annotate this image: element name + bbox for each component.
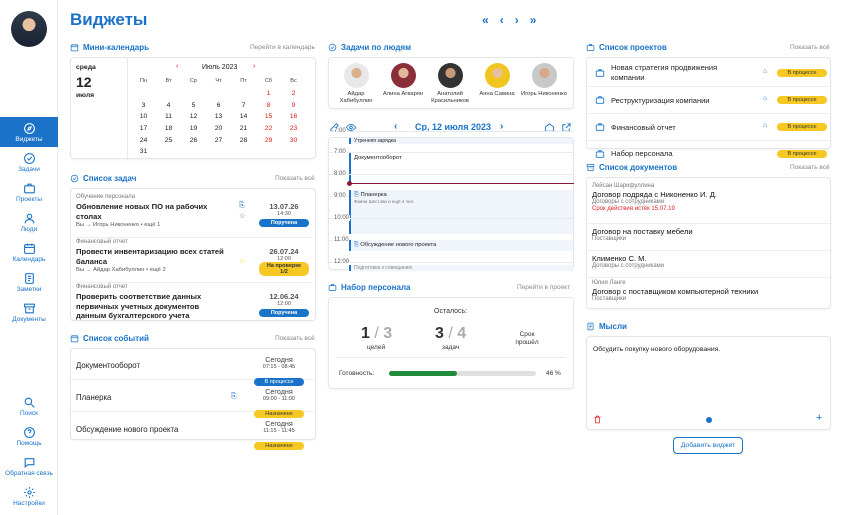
- status-badge: Назначено: [254, 442, 304, 450]
- last-page-button[interactable]: »: [529, 13, 537, 27]
- star-icon[interactable]: ☆: [239, 213, 246, 220]
- person-avatar: [438, 63, 463, 88]
- check-circle-icon: [70, 174, 79, 183]
- person-item[interactable]: Игорь Никоненко: [521, 63, 567, 98]
- add-thought-button[interactable]: +: [816, 412, 823, 424]
- documents-show-all-link[interactable]: Показать всё: [790, 164, 830, 171]
- task-time: 12:00: [277, 301, 291, 307]
- events-show-all-link[interactable]: Показать всё: [275, 335, 315, 342]
- note-icon: [586, 322, 595, 331]
- person-item[interactable]: Анна Савина: [474, 63, 520, 98]
- note-icon: [23, 272, 36, 285]
- person-icon: [23, 212, 36, 225]
- calendar-day[interactable]: 25: [164, 136, 173, 144]
- calendar-day[interactable]: 30: [289, 136, 298, 144]
- tag-icon: ⌂: [763, 68, 768, 75]
- divider: [587, 250, 832, 251]
- divider: [587, 223, 832, 224]
- task-item[interactable]: Финансовый отчет Провести инвентаризацию всех статей баланса Вы → Айдар Хабибуллин • ещё 2 ☆ 26.07.24 12:00 На проверке 1/2: [76, 239, 314, 283]
- sidebar-item-settings[interactable]: [0, 481, 58, 511]
- weekday-header: Вс: [290, 78, 297, 84]
- calendar-day: [231, 88, 256, 100]
- sidebar-item-label: Проекты: [15, 195, 43, 203]
- calendar-day[interactable]: 11: [164, 113, 173, 121]
- calendar-day[interactable]: 29: [264, 136, 273, 144]
- weekday-header: Чт: [215, 78, 222, 84]
- sidebar-item-label: Поиск: [19, 409, 38, 417]
- briefcase-icon: [595, 95, 605, 105]
- event-block[interactable]: Утренняя зарядка: [349, 138, 573, 144]
- calendar-day[interactable]: 23: [289, 125, 298, 133]
- briefcase-icon: [595, 122, 605, 132]
- calendar-day[interactable]: 12: [189, 113, 198, 121]
- prev-page-button[interactable]: ‹: [499, 13, 504, 27]
- calendar-day[interactable]: 27: [214, 136, 223, 144]
- status-badge: Поручена: [259, 219, 309, 227]
- check-circle-icon: [23, 152, 36, 165]
- sidebar-item-notes[interactable]: [0, 267, 58, 297]
- person-avatar: [391, 63, 416, 88]
- sidebar-item-projects[interactable]: [0, 177, 58, 207]
- current-time-line: [349, 183, 574, 184]
- trash-icon[interactable]: [593, 415, 602, 424]
- events-card: [70, 348, 316, 449]
- calendar-month-year: Июль 2023: [202, 64, 238, 71]
- calendar-day[interactable]: 7: [241, 101, 246, 109]
- calendar-day[interactable]: 17: [139, 125, 148, 133]
- thoughts-card: [586, 336, 831, 430]
- calendar-day[interactable]: 21: [239, 125, 248, 133]
- remaining-label: Осталось:: [434, 308, 468, 315]
- hour-slot: 11:00: [329, 240, 574, 241]
- calendar-day[interactable]: 2: [291, 90, 296, 98]
- hour-slot: 10:00: [329, 218, 574, 219]
- calendar-day: [281, 146, 306, 158]
- add-widget-button[interactable]: Добавить виджет: [673, 437, 743, 454]
- calendar-day[interactable]: 22: [264, 125, 273, 133]
- calendar-day[interactable]: 13: [214, 113, 223, 121]
- hour-slot: 7:00: [329, 131, 574, 132]
- event-block[interactable]: ⎘ Обсуждение нового проекта: [349, 240, 573, 251]
- calendar-day: [206, 146, 231, 158]
- tasks-counter: 3 / 4: [435, 325, 467, 342]
- sidebar-item-label: Настройки: [13, 499, 45, 507]
- document-item[interactable]: Лейсан Шарифуллина Договор подряда с Никоненко И. Д. Договоры с сотрудниками Срок действия истёк 15.07.19: [592, 183, 717, 212]
- event-block[interactable]: ⎘ Планерка Фаина Шестова и ещё 4 чел.: [349, 190, 573, 234]
- progress-fill: [389, 371, 457, 376]
- briefcase-icon: [586, 43, 595, 52]
- documents-title: Список документов: [586, 163, 677, 172]
- calendar-day[interactable]: 15: [264, 113, 273, 121]
- progress-track: [389, 371, 536, 376]
- archive-icon: [586, 163, 595, 172]
- document-item[interactable]: Договор на поставку мебели Поставщики: [592, 227, 693, 242]
- task-date: 12.06.24: [269, 292, 299, 301]
- calendar-grid: [131, 74, 306, 158]
- project-item[interactable]: Набор персонала В процессе: [587, 141, 832, 168]
- calendar-day[interactable]: 24: [139, 136, 148, 144]
- thought-text[interactable]: Обсудить покупку нового оборудования.: [593, 346, 721, 353]
- calendar-day: [256, 146, 281, 158]
- people-card: [328, 57, 574, 109]
- goals-label: целей: [367, 344, 386, 351]
- archive-icon: [23, 302, 36, 315]
- project-item[interactable]: Финансовый отчет ⌂ В процессе: [587, 114, 832, 141]
- compass-icon: [23, 122, 36, 135]
- go-to-project-link[interactable]: Перейти в проект: [517, 284, 571, 291]
- weekday-header: Вт: [165, 78, 172, 84]
- page-pager: [482, 13, 536, 27]
- sidebar-item-label: Заметки: [16, 285, 42, 293]
- task-date: 13.07.26: [269, 202, 299, 211]
- person-item[interactable]: Айдар Хабибуллин: [333, 63, 379, 105]
- calendar-day[interactable]: 28: [239, 136, 248, 144]
- person-avatar: [485, 63, 510, 88]
- link-icon: ⎘: [354, 242, 359, 248]
- day-prev-button[interactable]: ‹: [394, 121, 398, 132]
- tasks-show-all-link[interactable]: Показать всё: [275, 175, 315, 182]
- briefcase-icon: [328, 283, 337, 292]
- first-page-button[interactable]: «: [482, 13, 489, 27]
- calendar-day[interactable]: 26: [189, 136, 198, 144]
- page-dot[interactable]: [706, 417, 712, 423]
- weekday-header: Пн: [140, 78, 147, 84]
- day-calendar-toolbar: [328, 121, 574, 137]
- tasks-title: Список задач: [70, 174, 136, 183]
- progress-value: 46 %: [546, 370, 561, 377]
- day-calendar-date: Ср, 12 июля 2023: [415, 122, 491, 132]
- calendar-icon: [70, 334, 79, 343]
- weekday-header: Сб: [264, 78, 273, 84]
- calendar-day[interactable]: 18: [164, 125, 173, 133]
- divider: [337, 357, 566, 358]
- recruiting-title: Набор персонала: [328, 283, 410, 292]
- deadline-label: Срок прошёл: [515, 331, 539, 346]
- hour-slot: 8:00: [329, 174, 574, 175]
- events-title: Список событий: [70, 334, 149, 343]
- sidebar-item-calendar[interactable]: [0, 237, 58, 267]
- progress-label: Готовность:: [339, 370, 375, 377]
- event-item[interactable]: Планерка ⎘ Сегодня 09:00 - 11:00 Назначено: [71, 384, 316, 412]
- month-prev-button[interactable]: ‹: [176, 63, 179, 70]
- calendar-day[interactable]: 10: [139, 113, 148, 121]
- task-item[interactable]: Обучение персонала Обновление новых ПО на рабочих столах Вы → Игорь Никоненко • ещё 1 ⎘ ☆ 13.07.26 14:30 Поручена: [76, 194, 314, 238]
- goals-counter: 1 / 3: [361, 325, 393, 342]
- event-block[interactable]: Подготовка к совещанию: [349, 265, 573, 271]
- weekday-label: среда: [76, 64, 96, 71]
- calendar-day[interactable]: 16: [289, 113, 298, 121]
- calendar-day: [181, 146, 206, 158]
- page-title: Виджеты: [70, 10, 148, 29]
- check-circle-icon: [328, 43, 337, 52]
- status-badge: В процессе: [254, 378, 304, 386]
- task-time: 14:30: [277, 211, 291, 217]
- briefcase-icon: [595, 149, 605, 159]
- recruiting-card: [328, 297, 574, 389]
- hour-slot: 7:00: [329, 152, 574, 153]
- status-badge: В процессе: [777, 96, 827, 104]
- sidebar-item-label: Помощь: [16, 439, 42, 447]
- briefcase-icon: [23, 182, 36, 195]
- event-item[interactable]: Обсуждение нового проекта Сегодня 11:15 - 11:45 Назначено: [71, 416, 316, 444]
- documents-card: [586, 177, 831, 309]
- gear-icon: [23, 486, 36, 499]
- calendar-day[interactable]: 20: [214, 125, 223, 133]
- calendar-day[interactable]: 14: [239, 113, 248, 121]
- current-time-dot: [347, 181, 352, 186]
- calendar-day[interactable]: 6: [216, 101, 221, 109]
- hour-slot: 12:00: [329, 262, 574, 263]
- day-calendar-card: [328, 128, 574, 271]
- sidebar-item-label: Обратная связь: [5, 469, 53, 477]
- sidebar-item-search[interactable]: [0, 391, 58, 421]
- calendar-day: [181, 88, 206, 100]
- calendar-icon: [23, 242, 36, 255]
- status-badge: В процессе: [777, 69, 827, 77]
- chat-icon: [23, 456, 36, 469]
- project-item[interactable]: Новая стратегия продвижения компании ⌂ В процессе: [587, 60, 832, 87]
- calendar-day[interactable]: 19: [189, 125, 198, 133]
- sidebar-item-tasks[interactable]: [0, 147, 58, 177]
- sidebar-item-widgets[interactable]: [0, 117, 58, 147]
- document-item[interactable]: Клименко С. М. Договоры с сотрудниками: [592, 254, 665, 269]
- divider: [587, 277, 832, 278]
- sidebar-item-label: Календарь: [12, 255, 46, 263]
- month-label: июля: [76, 92, 95, 99]
- go-to-calendar-link[interactable]: Перейти в календарь: [250, 44, 315, 51]
- status-badge: Поручена: [259, 309, 309, 317]
- next-page-button[interactable]: ›: [514, 13, 519, 27]
- calendar-day[interactable]: 9: [291, 101, 296, 109]
- divider: [127, 58, 128, 160]
- calendar-day: [156, 88, 181, 100]
- task-date: 26.07.24: [269, 247, 299, 256]
- sidebar: [0, 0, 58, 515]
- task-item[interactable]: Финансовый отчет Проверить соответствие данных первичных учетных документов данным бухгалтерского учета 12.06.24 12:00 Поручена: [76, 284, 314, 328]
- mini-calendar-card: [70, 57, 316, 159]
- sidebar-item-people[interactable]: [0, 207, 58, 237]
- projects-title: Список проектов: [586, 43, 667, 52]
- link-icon: ⎘: [231, 393, 237, 400]
- calendar-day[interactable]: 3: [141, 101, 146, 109]
- person-avatar: [532, 63, 557, 88]
- calendar-day: [156, 146, 181, 158]
- tasks-card: [70, 188, 316, 321]
- calendar-day[interactable]: 31: [139, 148, 148, 156]
- link-icon: ⎘: [239, 202, 245, 209]
- calendar-day: [231, 146, 256, 158]
- sidebar-item-label: Задачи: [18, 165, 40, 173]
- status-badge: На проверке 1/2: [259, 262, 309, 276]
- status-badge: В процессе: [777, 123, 827, 131]
- calendar-day[interactable]: 5: [191, 101, 196, 109]
- month-next-button[interactable]: ›: [253, 63, 256, 70]
- calendar-day[interactable]: 1: [266, 90, 271, 98]
- tag-icon: ⌂: [763, 95, 768, 102]
- calendar-day: [131, 88, 156, 100]
- calendar-icon: [70, 43, 79, 52]
- star-icon[interactable]: ☆: [239, 258, 246, 265]
- day-next-button[interactable]: ›: [500, 121, 504, 132]
- calendar-day[interactable]: 4: [166, 101, 171, 109]
- calendar-day: [206, 88, 231, 100]
- sidebar-item-label: Документы: [12, 315, 46, 323]
- user-avatar[interactable]: [11, 11, 47, 47]
- projects-card: [586, 57, 831, 158]
- sidebar-item-documents[interactable]: [0, 297, 58, 327]
- day-number: 12: [76, 74, 92, 90]
- event-block[interactable]: Документооборот: [349, 153, 573, 183]
- weekday-header: Пт: [240, 78, 247, 84]
- calendar-day[interactable]: 8: [266, 101, 271, 109]
- briefcase-icon: [595, 68, 605, 78]
- weekday-header: Ср: [189, 78, 198, 84]
- event-item[interactable]: Документооборот Сегодня 07:15 - 08:45 В процессе: [71, 352, 316, 380]
- person-item[interactable]: Анатолий Красильников: [427, 63, 473, 105]
- mini-calendar-title: Мини-календарь: [70, 43, 149, 52]
- projects-show-all-link[interactable]: Показать всё: [790, 44, 830, 51]
- sidebar-item-label: Виджеты: [15, 135, 43, 143]
- tasks-label: задач: [442, 344, 460, 351]
- status-badge: Назначено: [254, 410, 304, 418]
- document-item[interactable]: Юлия Ланге Договор с поставщиком компьютерной техники Поставщики: [592, 280, 759, 302]
- status-badge: В процессе: [777, 150, 827, 158]
- search-icon: [23, 396, 36, 409]
- project-item[interactable]: Реструктуризация компании ⌂ В процессе: [587, 87, 832, 114]
- sidebar-item-help[interactable]: [0, 421, 58, 451]
- sidebar-item-label: Люди: [20, 225, 38, 233]
- thoughts-title: Мысли: [586, 322, 627, 331]
- person-avatar: [344, 63, 369, 88]
- people-tasks-title: Задачи по людям: [328, 43, 411, 52]
- hour-slot: 9:00: [329, 196, 574, 197]
- person-item[interactable]: Алина Агварян: [380, 63, 426, 98]
- sidebar-item-feedback[interactable]: [0, 451, 58, 481]
- link-icon: ⎘: [354, 192, 359, 198]
- tag-icon: ⌂: [763, 122, 768, 129]
- help-icon: [23, 426, 36, 439]
- task-time: 12:00: [277, 256, 291, 262]
